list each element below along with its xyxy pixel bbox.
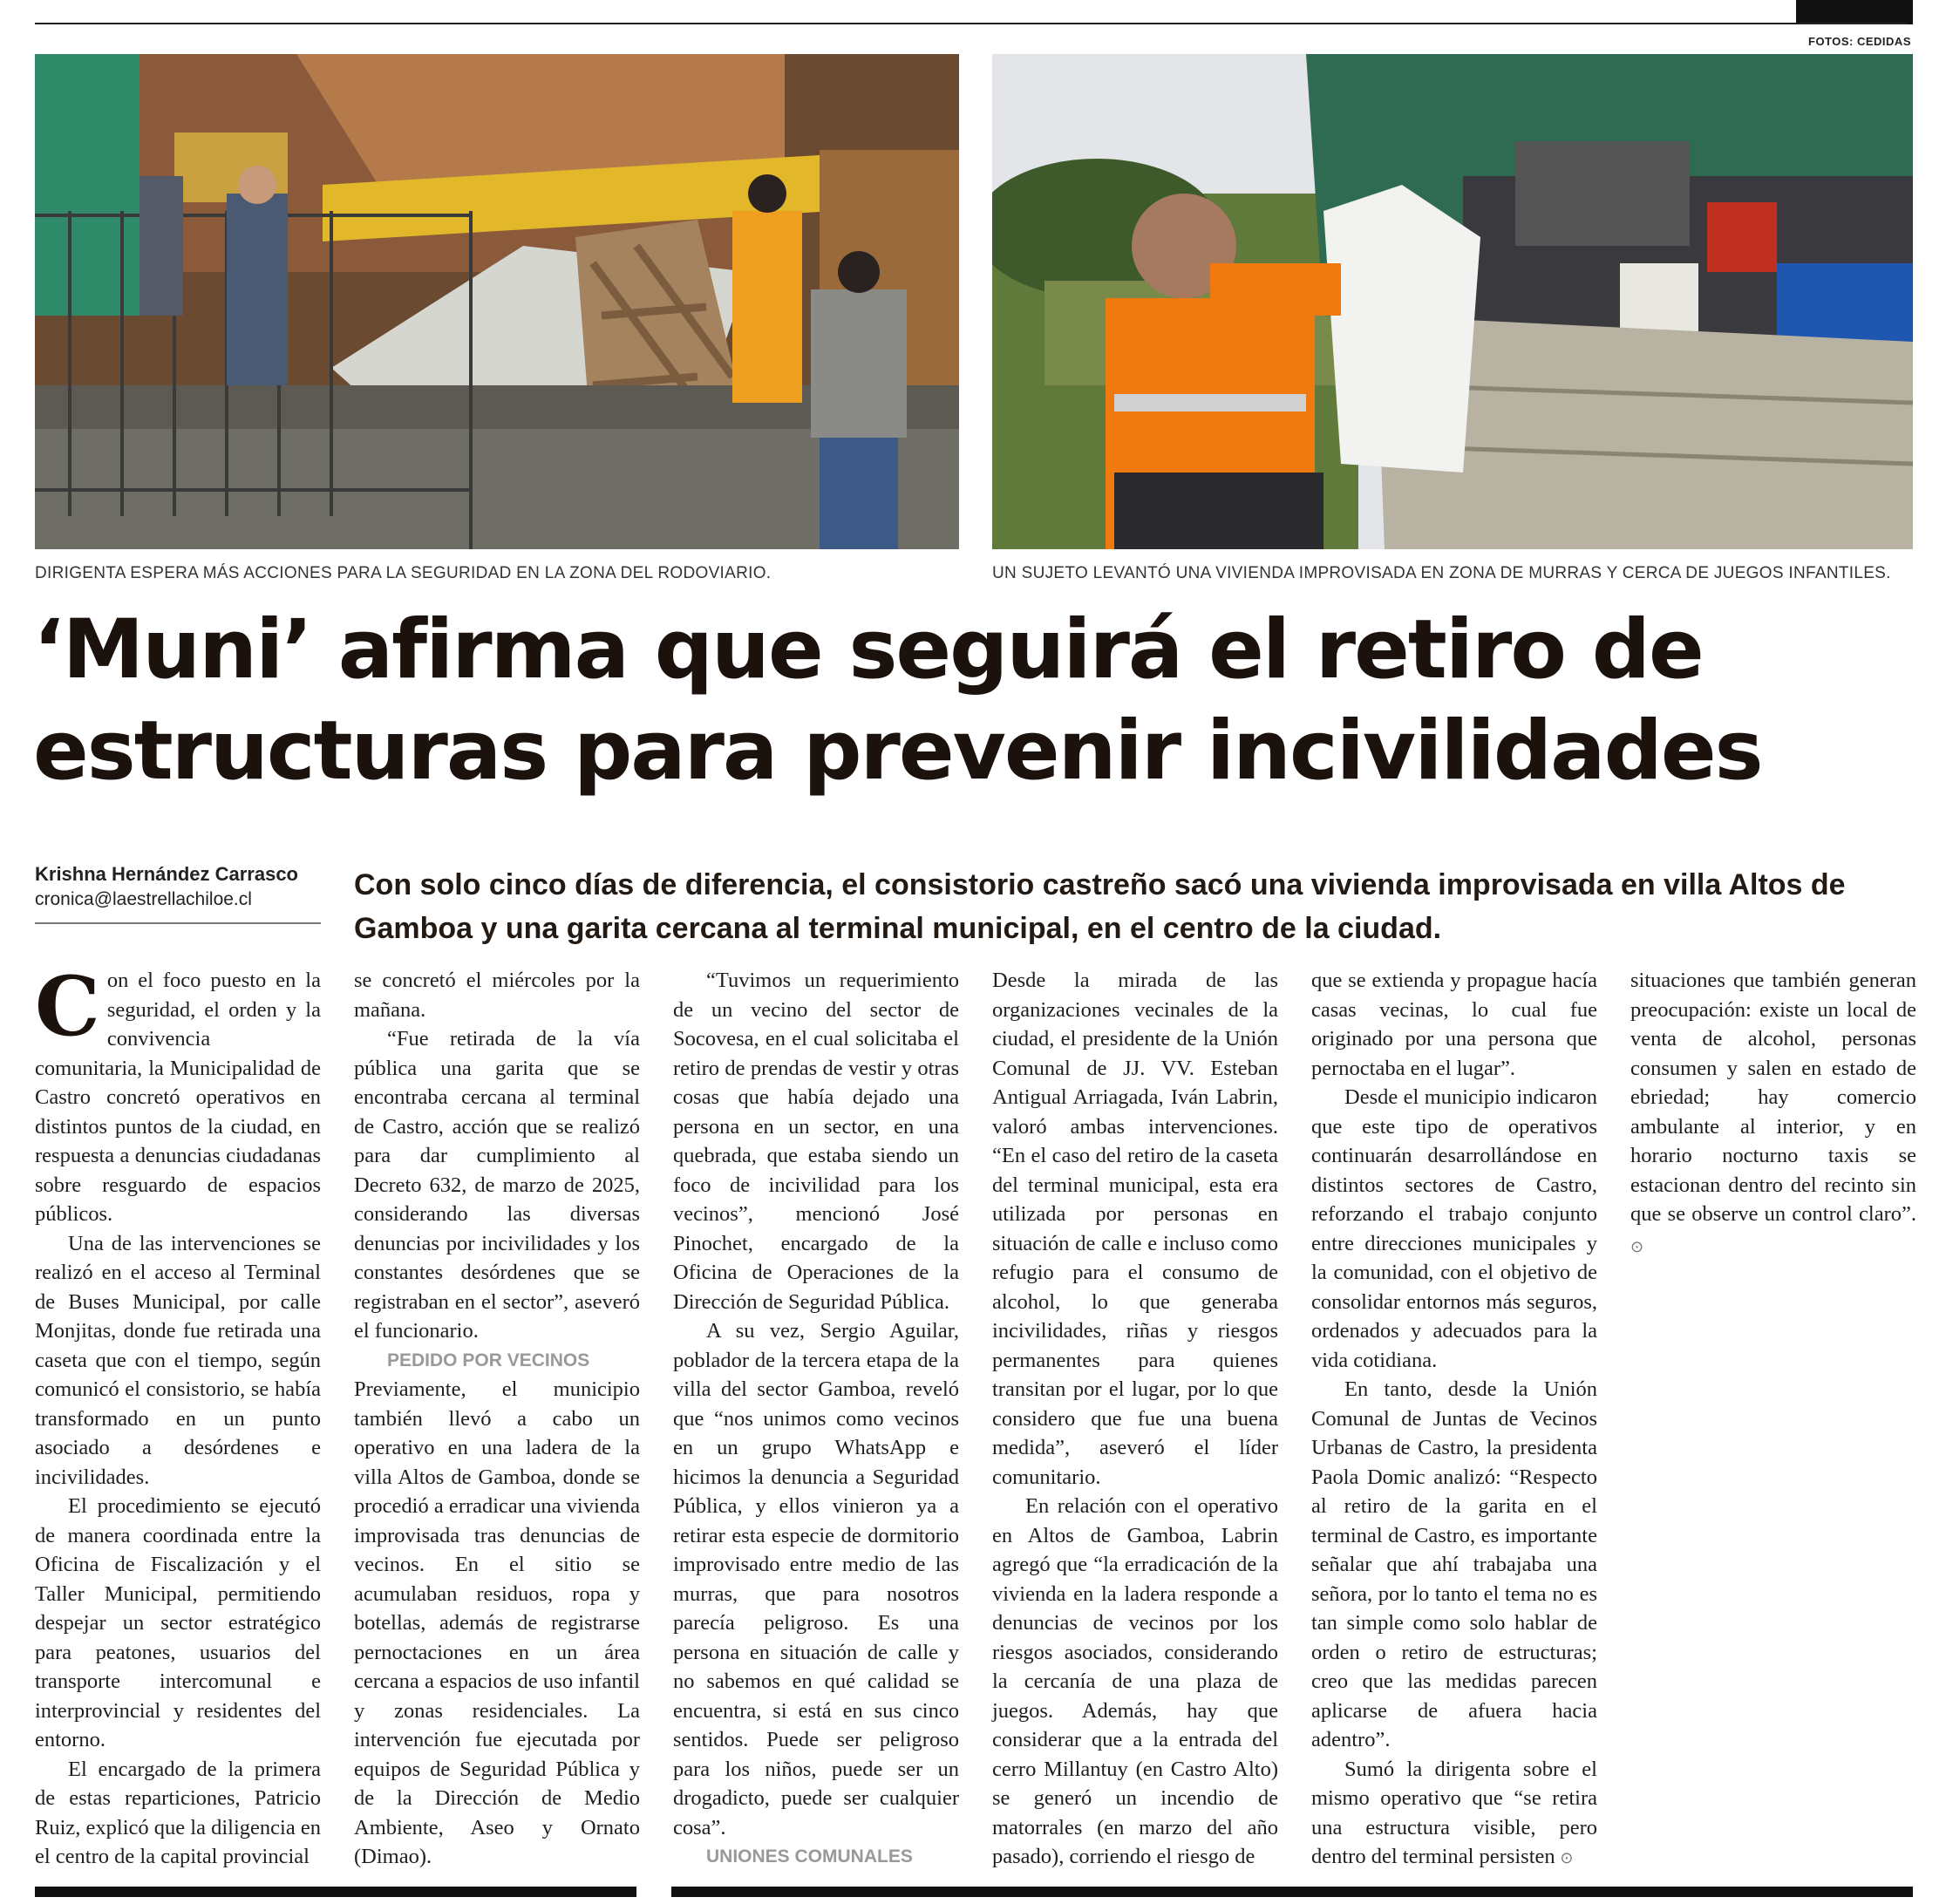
headline-line-1: ‘Muni’ afirma que seguirá el retiro de [33, 602, 1703, 697]
article-headline [33, 600, 1916, 802]
body-paragraph-11: Desde el municipio indicaron que este tipo de operativos continuarán desarrollándose en distintos sectores de Castro, reforzando el trabajo conjunto entre direcciones municipales y la comunidad, con el objetivo de consolidar entornos más seguros, ordenados y adecuados para la vida cotidiana. [1311, 1085, 1597, 1372]
bottom-rule-right [671, 1887, 1913, 1897]
body-paragraph-6: Previamente, el municipio también llevó a cabo un operativo en una ladera de la villa Altos de Gamboa, donde se procedió a erradicar una vivienda improvisada tras denuncias de vecinos. En el sitio se acumulaban residuos, ropa y botellas, además de registrarse pernoctaciones en un área cercana a espacios de uso infantil y zonas residenciales. La intervención fue ejecutada por equipos de Seguridad Pública y de la Dirección de Medio Ambiente, Aseo y Ornato (Dimao). [354, 1377, 640, 1868]
body-column-1 [35, 959, 321, 1872]
subhead-uniones-comunales: UNIONES COMUNALES [706, 1846, 913, 1867]
body-column-6 [1630, 966, 1916, 1261]
body-paragraph-12: En tanto, desde la Unión Comunal de Juntas de Vecinos Urbanas de Castro, la presidenta Paola Domic analizó: “Respecto al retiro de la garita en el terminal de Castro, es importante señalar que ahí trabajaba una señora, por lo tanto el tema no es tan simple como solo hablar de orden o retiro de estructuras; creo que las medidas parecen aplicarse de afuera hacia adentro”. [1311, 1377, 1597, 1751]
article-lead: Con solo cinco días de diferencia, el consistorio castreño sacó una vivienda improvisada en villa Altos de Gamboa y una garita cercana al terminal municipal, en el centro de la ciudad. [354, 868, 1846, 945]
photo-credit: FOTOS: CEDIDAS [1808, 35, 1911, 48]
photo-terminal-demolition [35, 54, 959, 549]
bottom-rule-left [35, 1887, 636, 1897]
body-paragraph-10: que se extienda y propague hacía casas vecinas, lo cual fue originado por una persona que pernoctaba en el lugar”. [1311, 969, 1597, 1080]
author-name: Krishna Hernández Carrasco [35, 863, 298, 885]
photo-improvised-dwelling-removal [992, 54, 1913, 549]
body-paragraph-9: Desde la mirada de las organizaciones vecinales de la ciudad, el presidente de la Unión Comunal de JJ. VV. Esteban Antigual Arriagada, Iván Labrin, valoró ambas intervenciones. “En el caso del retiro de la caseta del terminal municipal, esta era utilizada por personas en situación de calle e incluso como refugio para el consumo de alcohol, lo que generaba incivilidades, riñas y riesgos permanentes para quienes transitan por el lugar, por lo que considero que fue una buena medida”, aseveró el líder comunitario. [992, 969, 1278, 1489]
body-paragraph-3: El procedimiento se ejecutó de manera coordinada entre la Oficina de Fiscalización y el Taller Municipal, permitiendo despejar un sector estratégico para peatones, usuarios del transporte intercomunal e interprovincial y residentes del entorno. [35, 1494, 321, 1751]
top-rule [35, 23, 1908, 24]
end-of-article-icon: ⊙ [1630, 1237, 1644, 1256]
byline-rule [35, 922, 321, 924]
body-paragraph-5: “Fue retirada de la vía pública una garita que se encontraba cercana al terminal de Castro, acción que se realizó para dar cumplimiento al Decreto 632, de marzo de 2025, considerando las diversas denuncias por incivilidades y los constantes desórdenes que se registraban en el sector”, aseveró el funcionario. [354, 1027, 640, 1343]
body-paragraph-4: se concretó el miércoles por la mañana. [354, 969, 640, 1022]
body-column-3 [673, 966, 959, 1872]
body-paragraph-8: A su vez, Sergio Aguilar, poblador de la tercera etapa de la villa del sector Gamboa, reveló que “nos unimos como vecinos en un grupo WhatsApp e hicimos la denuncia a Seguridad Pública, y ellos vinieron ya a retirar esta especie de dormitorio improvisado entre medio de las murras, que para nosotros parecía peligroso. Es una persona en situación de calle y no sabemos en qué calidad se encuentra, si está en sus cinco sentidos. Puede ser peligroso para los niños, puede ser un drogadicto, puede ser cualquier cosa”. [673, 1319, 959, 1839]
body-paragraph-13: situaciones que también generan preocupación: existe un local de venta de alcohol, personas consumen y salen en estado de ebriedad; hay comercio ambulante al interior, y en horario nocturno taxis se estacionan dentro del recinto sin que se observe un control claro”. ⊙ [1630, 969, 1916, 1256]
author-email: cronica@laestrellachiloe.cl [35, 889, 252, 909]
body-paragraph-2: Una de las intervenciones se realizó en el acceso al Terminal de Buses Municipal, por calle Monjitas, donde fue retirada una caseta que con el tiempo, según comunicó el consistorio, se había transformado en un punto asociado a desórdenes e incivilidades. [35, 1231, 321, 1489]
body-paragraph-10: En relación con el operativo en Altos de Gamboa, Labrin agregó que “la erradicación de la vivienda en la ladera responde a denuncias de vecinos por los riesgos asociados, considerando la cercanía de una plaza de juegos. Además, hay que considerar que a la entrada del cerro Millantuy (en Castro Alto) se generó un incendio de matorrales (en marzo del año pasado), corriendo el riesgo de [992, 1494, 1278, 1868]
body-paragraph-7: “Tuvimos un requerimiento de un vecino del sector de Socovesa, en el cual solicitaba el retiro de prendas de vestir y otras cosas que había dejado una persona en un sector, en una quebrada, que estaba siendo un foco de incivilidad para los vecinos”, mencionó José Pinochet, encargado de la Oficina de Operaciones de la Dirección de Seguridad Pública. [673, 969, 959, 1314]
body-column-4 [992, 966, 1278, 1872]
body-paragraph-1: Con el foco puesto en la seguridad, el orden y la convivencia comunitaria, la Municipalidad de Castro concretó operativos en distintos puntos de la ciudad, en respuesta a denuncias ciudadanas sobre resguardo de espacios públicos. [35, 959, 321, 1226]
body-column-5 [1311, 966, 1597, 1873]
drop-cap: C [35, 959, 100, 1055]
headline-line-2: estructuras para prevenir incivilidades [33, 704, 1762, 799]
body-column-2 [354, 966, 640, 1872]
end-of-article-icon: ⊙ [1555, 1849, 1574, 1867]
photo-caption-left: DIRIGENTA ESPERA MÁS ACCIONES PARA LA SEGURIDAD EN LA ZONA DEL RODOVIARIO. [35, 564, 772, 582]
subhead-pedido-por-vecinos: PEDIDO POR VECINOS [387, 1350, 590, 1370]
body-paragraph-13: Sumó la dirigenta sobre el mismo operativo que “se retira una estructura visible, pero dentro del terminal persisten ⊙ [1311, 1757, 1597, 1868]
header-corner-block [1796, 0, 1913, 24]
body-paragraph-4: El encargado de la primera de estas reparticiones, Patricio Ruiz, explicó que la diligencia en el centro de la capital provincial [35, 1757, 321, 1868]
photo-caption-right: UN SUJETO LEVANTÓ UNA VIVIENDA IMPROVISADA EN ZONA DE MURRAS Y CERCA DE JUEGOS INFANTILES. [992, 564, 1891, 582]
